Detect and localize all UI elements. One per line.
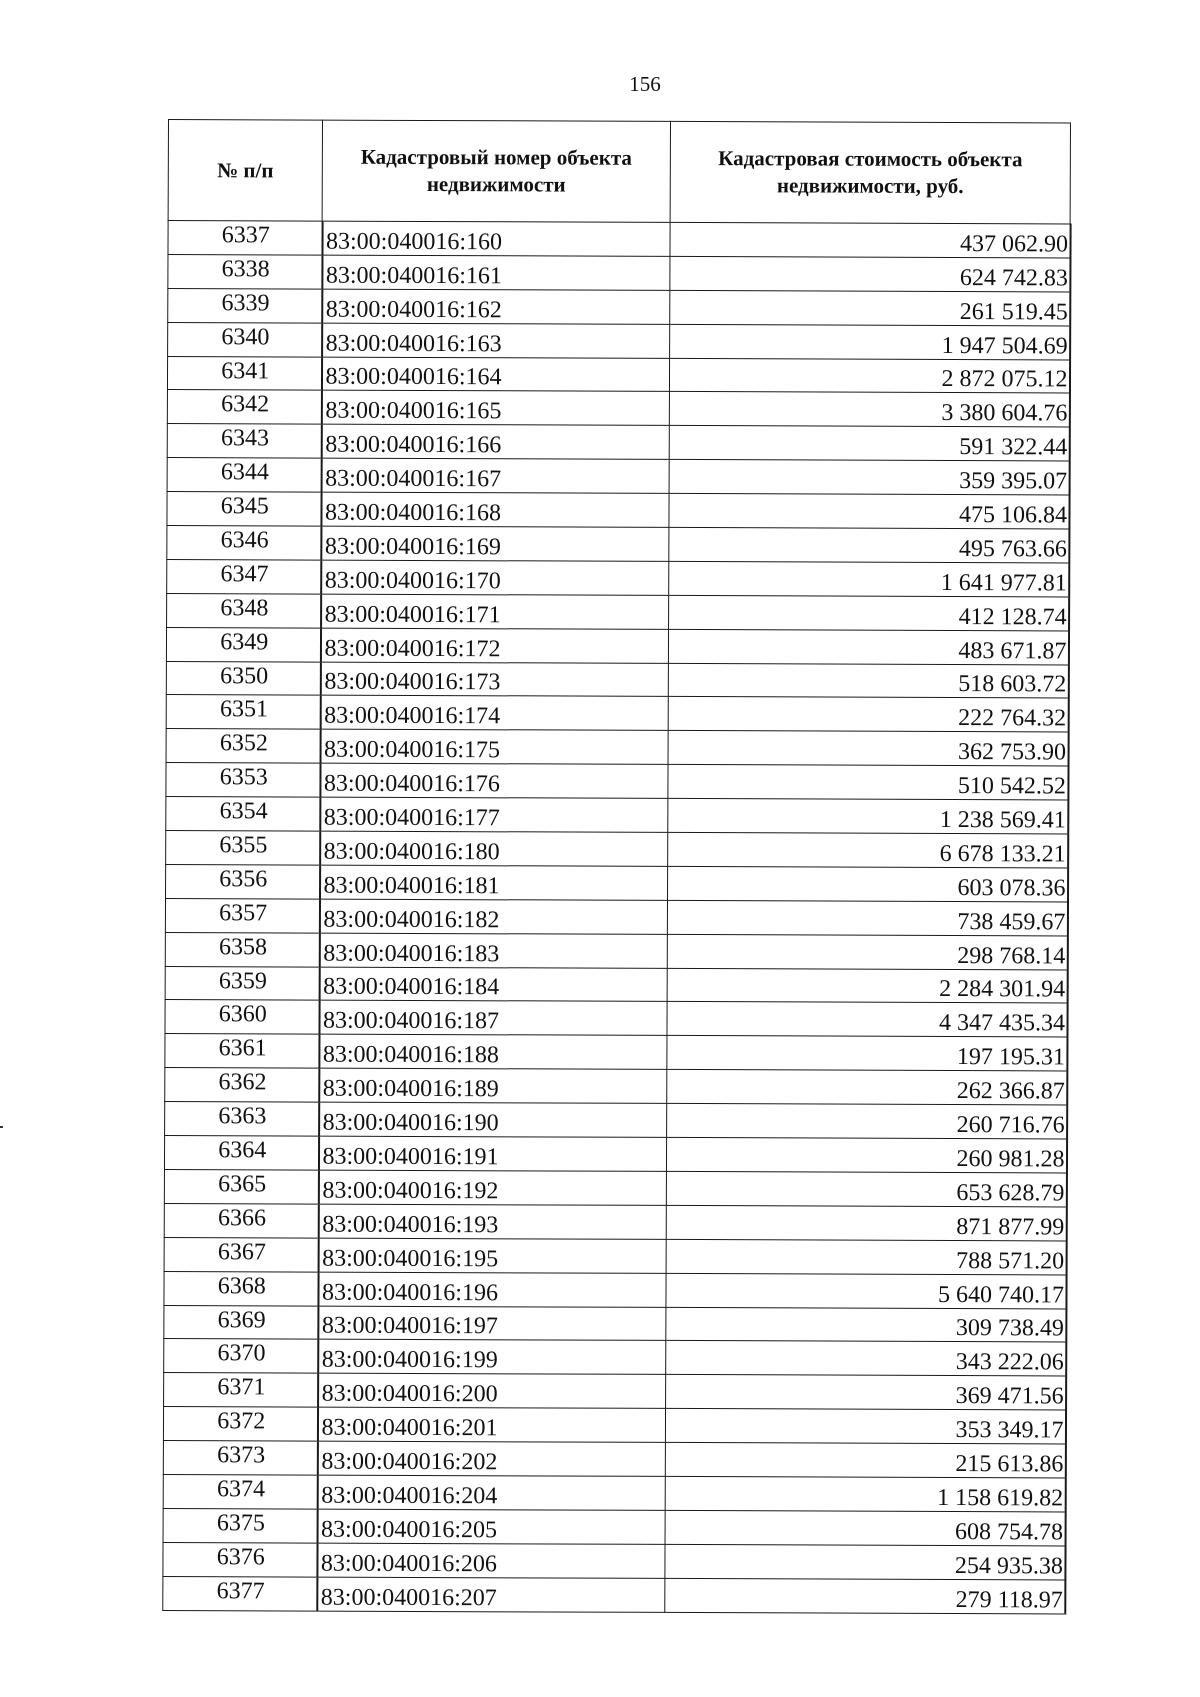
row-number-cell: 6362 [165,1068,319,1102]
row-number-cell: 6353 [166,763,320,797]
row-number-cell: 6357 [165,898,319,932]
cadastral-number-cell: 83:00:040016:164 [321,357,669,392]
cadastral-value-cell: 260 716.76 [667,1104,1067,1139]
table-row [168,288,1070,325]
cadastral-value-cell: 197 195.31 [667,1036,1067,1071]
row-number-cell: 6345 [167,492,321,526]
cadastral-value-cell: 279 118.97 [665,1578,1065,1613]
cadastral-number-cell: 83:00:040016:160 [322,221,670,256]
table-row [164,1136,1066,1173]
row-number-cell: 6354 [166,797,320,831]
table-row [166,729,1068,766]
table-row [165,1068,1067,1105]
cadastral-value-cell: 5 640 740.17 [666,1273,1066,1308]
cadastral-number-cell: 83:00:040016:180 [320,831,668,866]
row-number-cell: 6361 [165,1034,319,1068]
row-number-cell: 6349 [166,627,320,661]
cadastral-number-cell: 83:00:040016:175 [320,729,668,764]
row-number-cell: 6351 [166,695,320,729]
cadastral-number-cell: 83:00:040016:204 [317,1475,665,1510]
cadastral-value-cell: 1 947 504.69 [670,324,1070,359]
cadastral-number-cell: 83:00:040016:192 [318,1170,666,1205]
cadastral-value-cell: 261 519.45 [670,290,1070,325]
cadastral-value-cell: 353 349.17 [665,1409,1065,1444]
table-row [164,1339,1066,1376]
cadastral-value-cell: 437 062.90 [670,222,1070,257]
scan-mark [0,1126,3,1128]
row-number-cell: 6373 [163,1441,317,1475]
cadastral-number-cell: 83:00:040016:183 [319,933,667,968]
cadastral-value-cell: 1 158 619.82 [665,1476,1065,1511]
row-number-cell: 6367 [164,1237,318,1271]
row-number-cell: 6372 [163,1407,317,1441]
row-number-cell: 6337 [168,221,322,255]
table-row [165,1034,1067,1071]
cadastral-number-cell: 83:00:040016:181 [320,865,668,900]
table-row [163,1508,1065,1545]
table-row [168,254,1070,291]
cadastral-value-cell: 4 347 435.34 [667,1002,1067,1037]
cadastral-value-cell: 788 571.20 [666,1239,1066,1274]
cadastral-value-cell: 262 366.87 [667,1070,1067,1105]
table-row [167,559,1069,596]
row-number-cell: 6346 [167,526,321,560]
cadastral-number-cell: 83:00:040016:189 [319,1068,667,1103]
table-row [163,1441,1065,1478]
cadastral-value-cell: 510 542.52 [668,765,1068,800]
cadastral-number-cell: 83:00:040016:200 [318,1373,666,1408]
row-number-cell: 6366 [164,1203,318,1237]
header-cadastral-value: Кадастровая стоимость объекта недвижимости, руб. [670,121,1070,224]
row-number-cell: 6376 [163,1542,317,1576]
cadastral-number-cell: 83:00:040016:161 [322,255,670,290]
row-number-cell: 6369 [164,1305,318,1339]
row-number-cell: 6359 [165,966,319,1000]
row-number-cell: 6338 [168,254,322,288]
cadastral-number-cell: 83:00:040016:187 [319,1001,667,1036]
header-cadastral-number: Кадастровый номер объекта недвижимости [322,120,670,222]
cadastral-number-cell: 83:00:040016:205 [317,1509,665,1544]
row-number-cell: 6370 [164,1339,318,1373]
cadastral-number-cell: 83:00:040016:173 [320,662,668,697]
cadastral-number-cell: 83:00:040016:206 [317,1543,665,1578]
cadastral-value-cell: 1 238 569.41 [668,799,1068,834]
table-row [166,831,1068,868]
table-row [166,763,1068,800]
cadastral-number-cell: 83:00:040016:196 [318,1272,666,1307]
header-num: № п/п [168,120,322,222]
cadastral-number-cell: 83:00:040016:199 [318,1339,666,1374]
row-number-cell: 6339 [168,288,322,322]
table-row [167,526,1069,563]
cadastral-value-cell: 222 764.32 [668,697,1068,732]
row-number-cell: 6368 [164,1271,318,1305]
cadastral-number-cell: 83:00:040016:163 [322,323,670,358]
row-number-cell: 6360 [165,1000,319,1034]
cadastral-value-cell: 343 222.06 [666,1341,1066,1376]
cadastral-value-cell: 362 753.90 [668,731,1068,766]
row-number-cell: 6352 [166,729,320,763]
row-number-cell: 6350 [166,661,320,695]
cadastral-number-cell: 83:00:040016:169 [321,526,669,561]
table-row [165,898,1067,935]
cadastral-value-cell: 369 471.56 [666,1375,1066,1410]
cadastral-number-cell: 83:00:040016:171 [321,594,669,629]
table-body [163,221,1070,1614]
table-row [164,1203,1066,1240]
cadastral-value-cell: 215 613.86 [665,1442,1065,1477]
table-row [167,424,1069,461]
cadastral-value-cell: 254 935.38 [665,1544,1065,1579]
row-number-cell: 6343 [167,424,321,458]
cadastral-number-cell: 83:00:040016:191 [318,1136,666,1171]
table-row [167,492,1069,529]
cadastral-number-cell: 83:00:040016:162 [322,289,670,324]
row-number-cell: 6365 [164,1169,318,1203]
row-number-cell: 6358 [165,932,319,966]
cadastral-number-cell: 83:00:040016:170 [321,560,669,595]
table-header [168,120,1070,224]
cadastral-value-cell: 2 284 301.94 [667,968,1067,1003]
cadastral-number-cell: 83:00:040016:190 [319,1102,667,1137]
cadastral-value-cell: 309 738.49 [666,1307,1066,1342]
cadastral-number-cell: 83:00:040016:201 [317,1407,665,1442]
cadastral-number-cell: 83:00:040016:172 [320,628,668,663]
row-number-cell: 6347 [167,559,321,593]
table-row [164,1271,1066,1308]
table-row [165,932,1067,969]
cadastral-value-cell: 871 877.99 [666,1205,1066,1240]
table-row [164,1373,1066,1410]
table-row [166,695,1068,732]
table-row [166,627,1068,664]
cadastral-value-cell: 2 872 075.12 [669,358,1069,393]
cadastral-number-cell: 83:00:040016:168 [321,492,669,527]
cadastral-value-cell: 1 641 977.81 [669,561,1069,596]
table-row [165,1102,1067,1139]
cadastral-value-cell: 260 981.28 [666,1137,1066,1172]
page-number: 156 [629,72,661,96]
row-number-cell: 6374 [163,1474,317,1508]
cadastral-value-cell: 603 078.36 [668,866,1068,901]
cadastral-number-cell: 83:00:040016:202 [317,1441,665,1476]
table-row [164,1237,1066,1274]
cadastral-value-cell: 738 459.67 [667,900,1067,935]
row-number-cell: 6344 [167,458,321,492]
row-number-cell: 6363 [165,1102,319,1136]
row-number-cell: 6371 [164,1373,318,1407]
cadastral-number-cell: 83:00:040016:182 [319,899,667,934]
cadastral-value-cell: 608 754.78 [665,1510,1065,1545]
row-number-cell: 6341 [167,356,321,390]
cadastral-number-cell: 83:00:040016:167 [321,458,669,493]
cadastral-number-cell: 83:00:040016:177 [320,797,668,832]
cadastral-number-cell: 83:00:040016:174 [320,696,668,731]
cadastral-number-cell: 83:00:040016:166 [321,424,669,459]
table-row [167,458,1069,495]
row-number-cell: 6375 [163,1508,317,1542]
cadastral-value-cell: 495 763.66 [669,527,1069,562]
table-row [163,1576,1065,1613]
cadastral-number-cell: 83:00:040016:197 [318,1306,666,1341]
table-row [166,864,1068,901]
table-row [163,1542,1065,1579]
cadastral-number-cell: 83:00:040016:188 [319,1034,667,1069]
table-row [167,390,1069,427]
table-row [165,1000,1067,1037]
table-row [167,593,1069,630]
cadastral-value-cell: 6 678 133.21 [668,832,1068,867]
table-row [166,797,1068,834]
cadastral-value-cell: 475 106.84 [669,494,1069,529]
cadastral-value-cell: 591 322.44 [669,426,1069,461]
table-row [165,966,1067,1003]
cadastral-value-cell: 359 395.07 [669,460,1069,495]
cadastral-number-cell: 83:00:040016:184 [319,967,667,1002]
row-number-cell: 6348 [167,593,321,627]
cadastral-value-cell: 518 603.72 [668,663,1068,698]
row-number-cell: 6356 [166,864,320,898]
cadastral-value-cell: 624 742.83 [670,256,1070,291]
table-row [164,1305,1066,1342]
cadastral-number-cell: 83:00:040016:165 [321,391,669,426]
row-number-cell: 6355 [166,831,320,865]
cadastral-value-cell: 653 628.79 [666,1171,1066,1206]
row-number-cell: 6377 [163,1576,317,1610]
cadastral-value-cell: 3 380 604.76 [669,392,1069,427]
row-number-cell: 6340 [168,322,322,356]
header-row [168,120,1070,224]
cadastral-number-cell: 83:00:040016:207 [317,1577,665,1612]
row-number-cell: 6342 [167,390,321,424]
cadastral-number-cell: 83:00:040016:176 [320,763,668,798]
cadastral-value-cell: 298 768.14 [667,934,1067,969]
table-row [168,221,1070,258]
cadastral-value-cell: 412 128.74 [669,595,1069,630]
table-row [164,1169,1066,1206]
table-row [163,1407,1065,1444]
table-row [166,661,1068,698]
cadastral-number-cell: 83:00:040016:193 [318,1204,666,1239]
cadastral-value-cell: 483 671.87 [668,629,1068,664]
cadastral-value-table [162,119,1071,1614]
table-row [163,1474,1065,1511]
row-number-cell: 6364 [164,1136,318,1170]
table-row [168,322,1070,359]
table-row [167,356,1069,393]
cadastral-number-cell: 83:00:040016:195 [318,1238,666,1273]
